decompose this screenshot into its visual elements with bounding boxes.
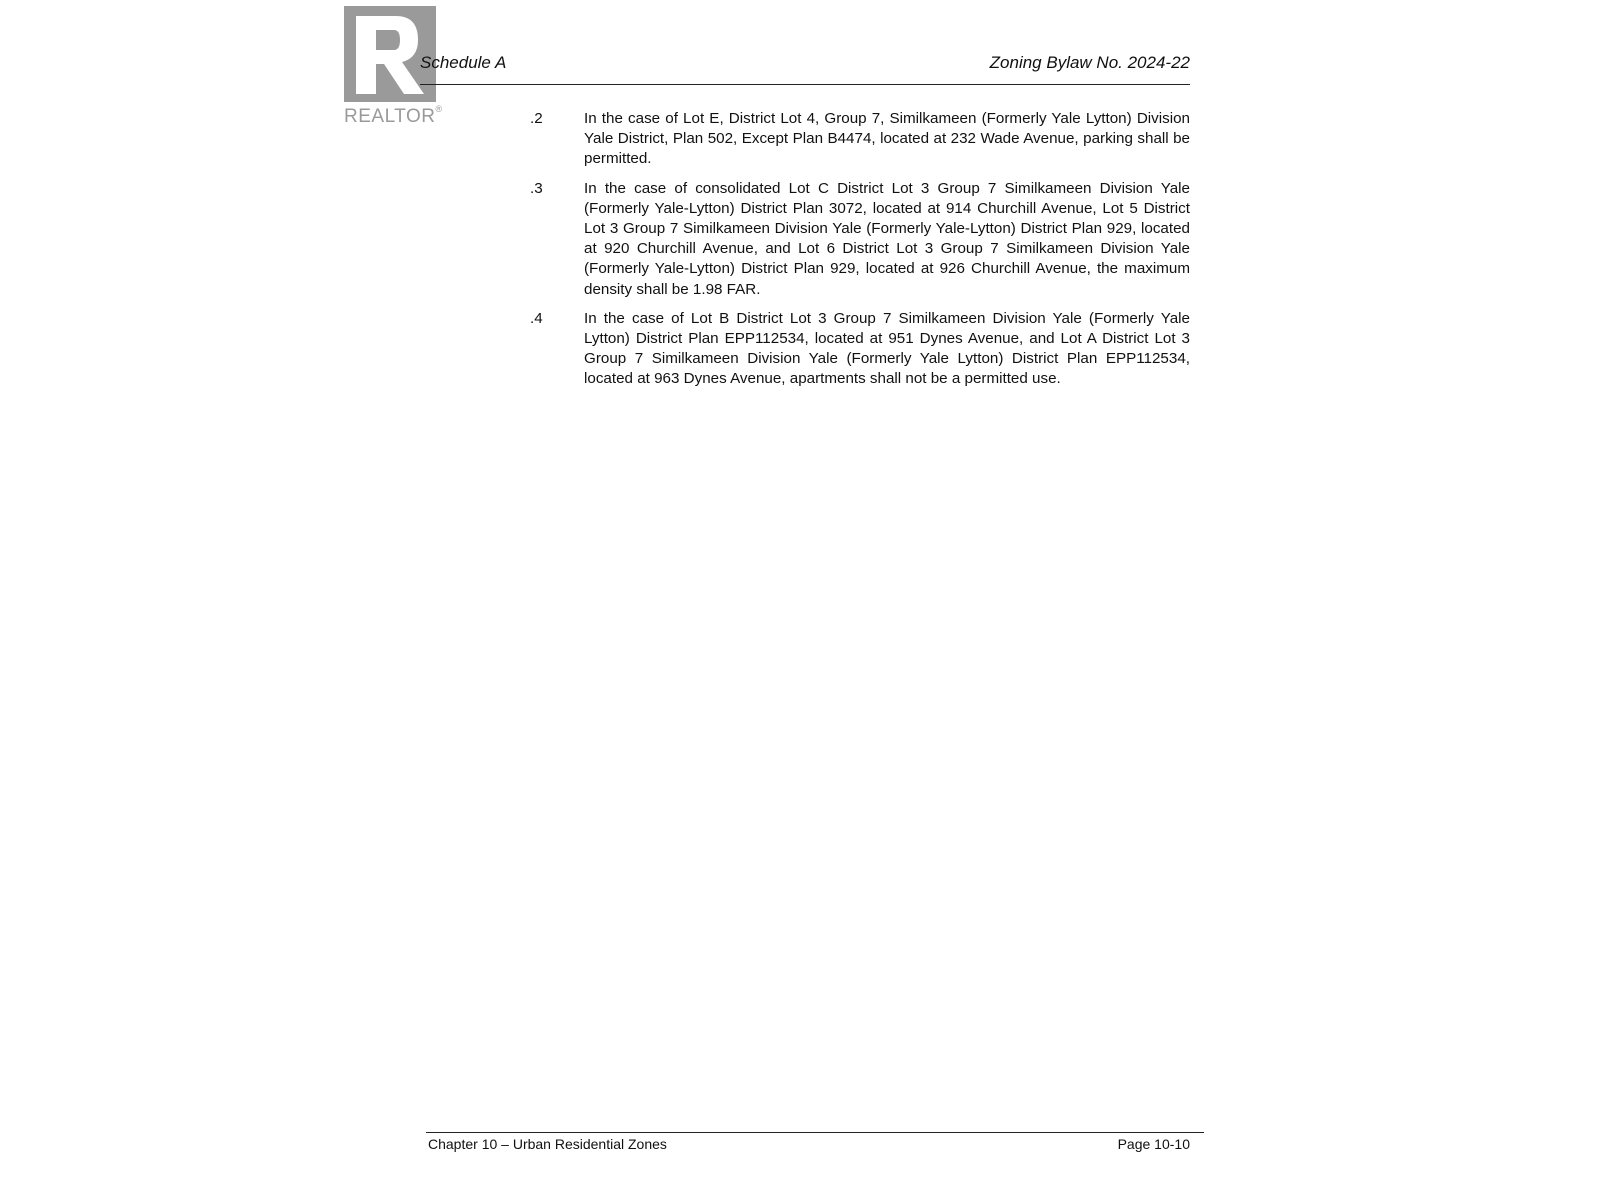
header-bylaw-label: Zoning Bylaw No. 2024-22	[989, 53, 1190, 72]
clause-number: .3	[530, 179, 543, 197]
clause-item	[530, 309, 1190, 390]
clause-item	[530, 179, 1190, 300]
header-divider	[420, 84, 1190, 85]
footer-page-number: Page 10-10	[1117, 1136, 1190, 1152]
page-footer	[428, 1136, 1190, 1156]
clause-text: In the case of Lot B District Lot 3 Group 7 Similkameen Division Yale (Formerly Yale Lytton) District Plan EPP112534, located at 951 Dynes Avenue, and Lot A District Lot 3 Group 7 Similkameen Division Yale (Formerly Yale Lytton) District Plan EPP112534, located at 963 Dynes Avenue, apartments shall not be a permitted use.	[584, 309, 1190, 388]
footer-chapter-label: Chapter 10 – Urban Residential Zones	[428, 1136, 667, 1152]
clause-text: In the case of consolidated Lot C District Lot 3 Group 7 Similkameen Division Yale (Formerly Yale-Lytton) District Plan 3072, located at 914 Churchill Avenue, Lot 5 District Lot 3 Group 7 Similkameen Division Yale (Formerly Yale-Lytton) District Plan 929, located at 920 Churchill Avenue, and Lot 6 District Lot 3 Group 7 Similkameen Division Yale (Formerly Yale-Lytton) District Plan 929, located at 926 Churchill Avenue, the maximum density shall be 1.98 FAR.	[584, 179, 1190, 298]
footer-divider	[426, 1132, 1204, 1133]
clause-number: .2	[530, 110, 543, 127]
clause-text: In the case of Lot E, District Lot 4, Group 7, Similkameen (Formerly Yale Lytton) Division Yale District, Plan 502, Except Plan B4474, located at 232 Wade Avenue, parking shall be permitted.	[584, 110, 1190, 168]
clause-number: .4	[530, 309, 543, 327]
clause-list	[530, 109, 1190, 399]
clause-item	[530, 109, 1190, 170]
header-schedule-label: Schedule A	[420, 53, 507, 72]
realtor-wordmark: REALTOR®	[344, 104, 443, 127]
page-header	[420, 53, 1190, 77]
